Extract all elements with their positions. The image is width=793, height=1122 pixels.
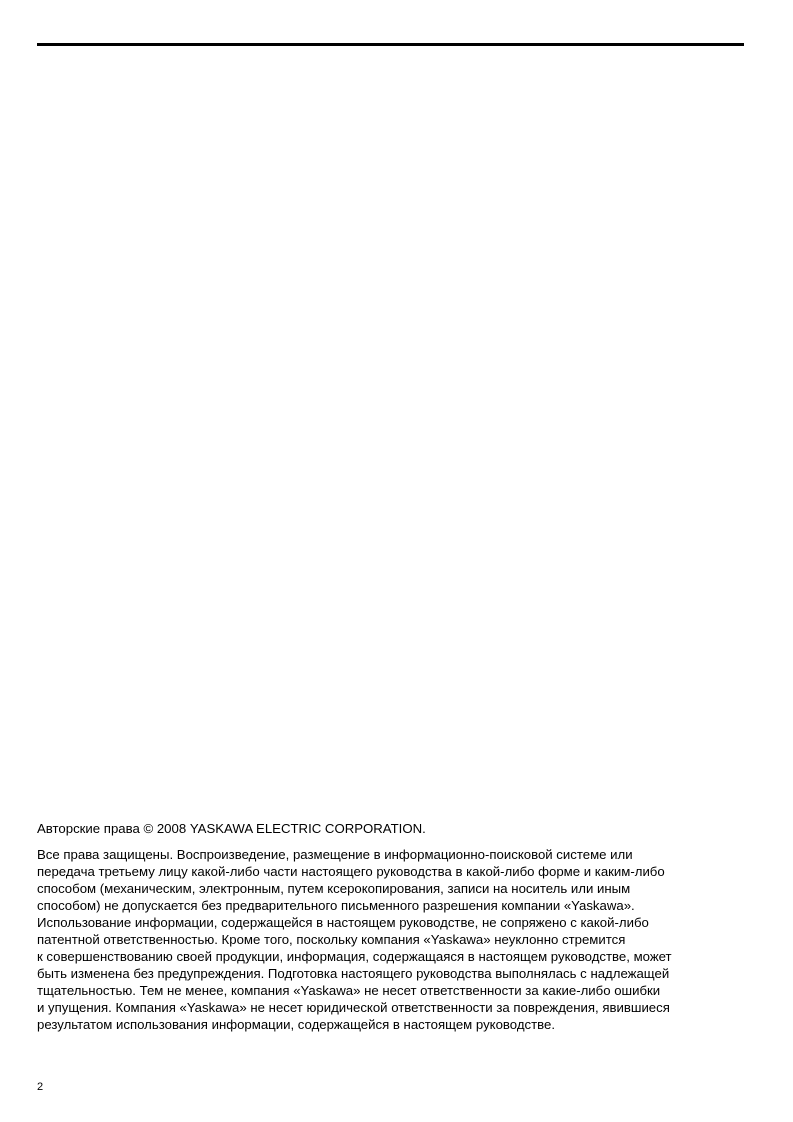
rights-paragraph [37, 846, 749, 1033]
page-number: 2 [37, 1081, 44, 1093]
rights-line: к совершенствованию своей продукции, информация, содержащаяся в настоящем руководстве, может [37, 949, 672, 964]
rights-line: Использование информации, содержащейся в настоящем руководстве, не сопряжено с какой-либо [37, 915, 649, 930]
rights-line: и упущения. Компания «Yaskawa» не несет юридической ответственности за повреждения, явившиеся [37, 1000, 670, 1015]
rights-line: Все права защищены. Воспроизведение, размещение в информационно-поисковой системе или [37, 847, 633, 862]
rights-line: способом) не допускается без предварительного письменного разрешения компании «Yaskawa». [37, 898, 635, 913]
rights-line: способом (механическим, электронным, путем ксерокопирования, записи на носитель или иным [37, 881, 631, 896]
rights-line: тщательностью. Тем не менее, компания «Yaskawa» не несет ответственности за какие-либо ошибки [37, 983, 661, 998]
copyright-title: Авторские права © 2008 YASKAWA ELECTRIC CORPORATION. [37, 821, 426, 836]
rights-line: результатом использования информации, содержащейся в настоящем руководстве. [37, 1017, 556, 1032]
rights-line: быть изменена без предупреждения. Подготовка настоящего руководства выполнялась с надлежащей [37, 966, 670, 981]
rights-line: передача третьему лицу какой-либо части настоящего руководства в какой-либо форме и каким-либо [37, 864, 665, 879]
header-rule [37, 43, 744, 46]
rights-line: патентной ответственностью. Кроме того, поскольку компания «Yaskawa» неуклонно стремится [37, 932, 626, 947]
copyright-block [37, 820, 749, 1033]
